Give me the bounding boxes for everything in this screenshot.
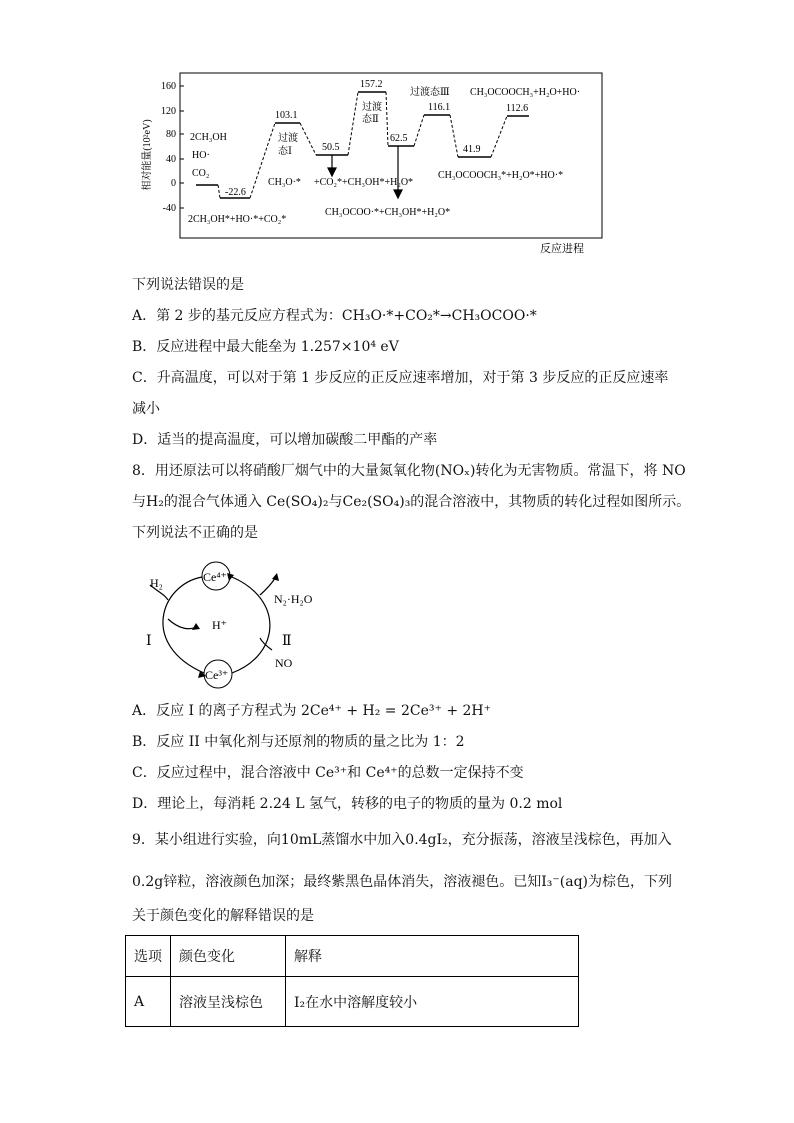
q9-options-table [125,935,579,1027]
table-header-row [126,936,579,977]
level-label: 112.6 [506,103,529,114]
q9-text: 9．某小组进行实验，向10mL蒸馏水中加入0.4gI₂，充分振荡，溶液呈浅棕色，再加入 [132,832,672,848]
q7-stem: 下列说法错误的是 [132,277,244,293]
q9-text: 关于颜色变化的解释错误的是 [132,908,314,924]
species-label: 过渡态Ⅲ [410,87,450,98]
level-label: -22.6 [225,187,246,198]
species-label: 过渡 [362,102,382,113]
level-label: 50.5 [322,142,340,153]
q9-text: 0.2g锌粒，溶液颜色加深；最终紫黑色晶体消失，溶液褪色。已知I₃⁻(aq)为棕色，下列 [132,874,672,890]
q8-option-a: A．反应 I 的离子方程式为 2Ce⁴⁺ + H₂ = 2Ce³⁺ + 2H⁺ [132,703,492,719]
q7-option-b: B．反应进程中最大能垒为 1.257×10⁴ eV [132,339,399,355]
roman-1: Ⅰ [146,634,152,649]
y-tick: 80 [166,129,176,140]
y-tick: -40 [162,203,176,214]
y-axis-label: 相对能量(10²eV) [142,119,153,191]
q7-option-c: C．升高温度，可以对于第 1 步反应的正反应速率增加，对于第 3 步反应的正反应速率 [132,370,669,386]
level-label: 103.1 [275,110,298,121]
ce3-label: Ce³⁺ [205,668,229,682]
species-label: 态Ⅱ [362,114,379,125]
q8-text: 8．用还原法可以将硝酸厂烟气中的大量氮氧化物(NOₓ)转化为无害物质。常温下，将 NO [132,463,686,479]
species-label: CH₃OCOOCH₃*+H₂O*+HO·* [438,170,564,181]
y-tick: 40 [166,154,176,165]
table-cell: 溶液呈浅棕色 [171,977,286,1027]
ce-cycle-diagram [0,555,794,695]
q8-option-b: B．反应 II 中氧化剂与还原剂的物质的量之比为 1：2 [132,734,465,750]
level-label: 116.1 [428,102,451,113]
table-header-cell: 颜色变化 [171,936,286,977]
species-label: 态Ⅰ [278,146,292,157]
no-label: NO [275,656,293,670]
q7-option-c-cont: 减小 [132,401,160,417]
q8-option-c: C．反应过程中，混合溶液中 Ce³⁺和 Ce⁴⁺的总数一定保持不变 [132,765,524,781]
level-label: 157.2 [360,79,383,90]
ce4-label: Ce⁴⁺ [203,570,227,584]
species-label: CH₃OCOOCH₃+H₂O+HO· [470,87,581,98]
hplus-label: H⁺ [212,618,227,632]
table-header-cell: 选项 [126,936,171,977]
y-tick: 120 [161,106,176,117]
level-label: 41.9 [463,144,481,155]
y-tick: 160 [161,81,176,92]
species-label: +CO₂*+CH₃OH*+H₂O* [314,177,414,188]
species-label: 2CH₃OH*+HO·*+CO₂* [188,214,287,225]
n2h2o-label: N₂·H₂O [274,592,313,606]
level-label: 62.5 [390,133,408,144]
species-label: CO₂ [192,168,210,179]
x-axis-label: 反应进程 [540,243,584,255]
q8-option-d: D．理论上，每消耗 2.24 L 氢气，转移的电子的物质的量为 0.2 mol [132,796,563,812]
table-cell: I₂在水中溶解度较小 [286,977,579,1027]
table-cell: A [126,977,171,1027]
q7-option-a: A．第 2 步的基元反应方程式为：CH₃O·*+CO₂*→CH₃OCOO·* [132,308,537,324]
q8-text: 与H₂的混合气体通入 Ce(SO₄)₂与Ce₂(SO₄)₃的混合溶液中，其物质的转化过程如图所示。 [132,494,691,510]
table-header-cell: 解释 [286,936,579,977]
energy-diagram [0,0,794,265]
q8-text: 下列说法不正确的是 [132,525,258,541]
roman-2: Ⅱ [282,634,292,649]
y-tick: 0 [171,178,176,189]
table-row [126,977,579,1027]
h2-label: H₂ [150,576,163,590]
species-label: 2CH₃OH [190,132,227,143]
species-label: HO· [192,150,210,161]
species-label: 过渡 [278,133,298,144]
species-label: CH₃O·* [268,177,301,188]
species-label: CH₃OCOO·*+CH₃OH*+H₂O* [325,207,451,218]
q7-option-d: D．适当的提高温度，可以增加碳酸二甲酯的产率 [132,432,438,448]
